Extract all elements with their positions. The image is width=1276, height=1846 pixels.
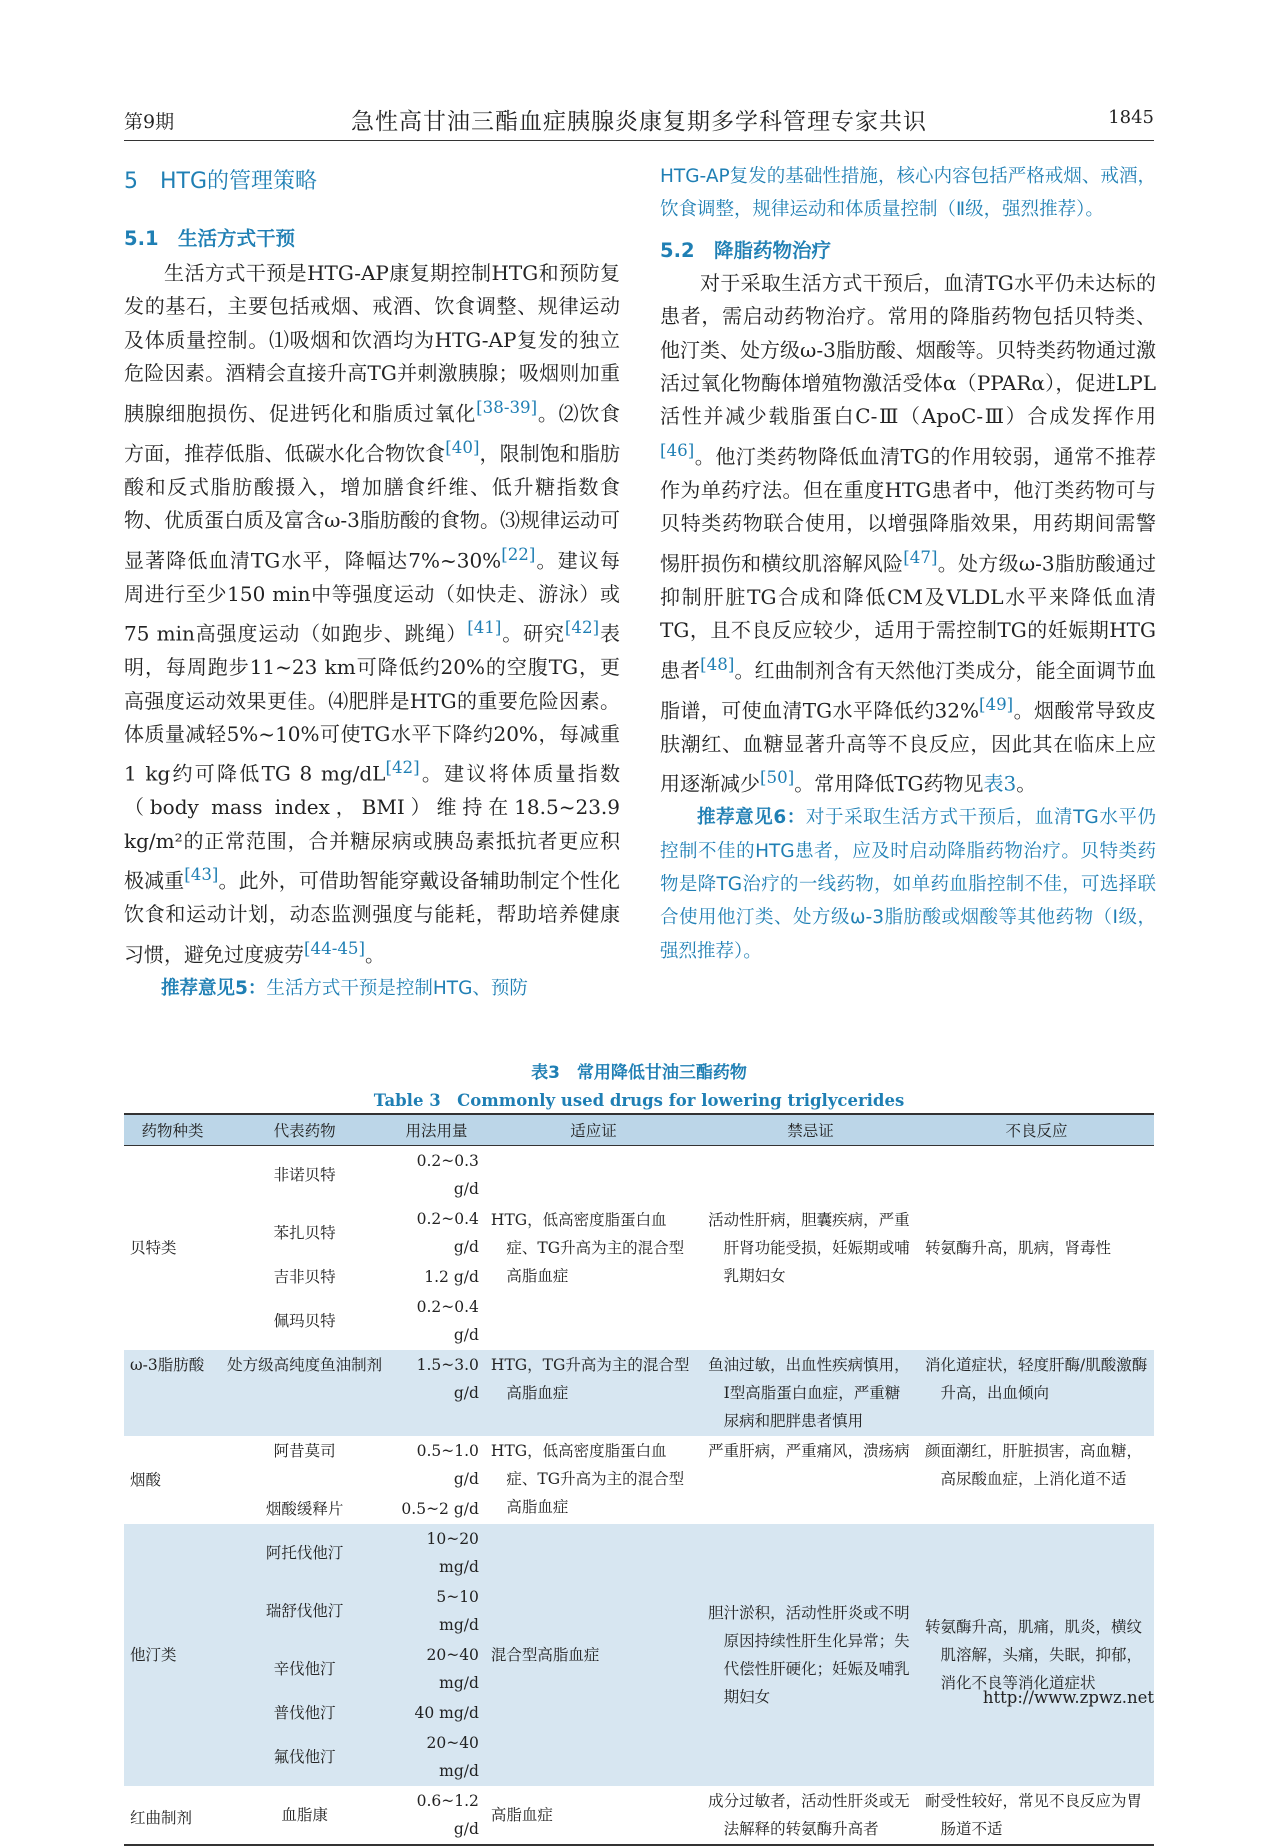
adverse-reaction: 颜面潮红，肝脏损害，高血糖，高尿酸血症，上消化道不适 bbox=[924, 1442, 1142, 1488]
citation[interactable]: [41] bbox=[467, 618, 502, 638]
drug-dose: 40 mg/d bbox=[388, 1698, 485, 1728]
citation[interactable]: [42] bbox=[564, 618, 600, 638]
section-5-2-heading: 5.2 降脂药物治疗 bbox=[660, 238, 832, 262]
table-header-cell: 药物种类 bbox=[124, 1114, 221, 1146]
table-row bbox=[124, 1524, 1154, 1582]
citation[interactable]: [49] bbox=[978, 694, 1014, 714]
table-row bbox=[124, 1436, 1154, 1494]
drug-name: 烟酸缓释片 bbox=[265, 1500, 344, 1518]
left-column bbox=[124, 160, 620, 1005]
table-caption-en: Table 3 Commonly used drugs for lowering triglycerides bbox=[373, 1091, 905, 1110]
drug-dose: 1.2 g/d bbox=[424, 1268, 479, 1286]
indication: 高脂血症 bbox=[485, 1786, 702, 1845]
drug-name: 阿托伐他汀 bbox=[221, 1524, 388, 1582]
table-header-cell: 禁忌证 bbox=[702, 1114, 919, 1146]
table-row bbox=[124, 1786, 1154, 1845]
contraindication: 活动性肝病，胆囊疾病，严重肝肾功能受损，妊娠期或哺乳期妇女 bbox=[708, 1211, 910, 1285]
recommendation-label: 推荐意见5： bbox=[161, 977, 267, 999]
indication: HTG，低高密度脂蛋白血症、TG升高为主的混合型高脂血症 bbox=[490, 1211, 685, 1285]
section-5-2-paragraph: 对于采取生活方式干预后，血清TG水平仍未达标的患者，需启动药物治疗。常用的降脂药物包括贝特类、他汀类、处方级ω-3脂肪酸、烟酸等。贝特类药物通过激活过氧化物酶体增殖物激活受体α（PPARα），促进LPL活性并减少载脂蛋白C-Ⅲ（ApoC-Ⅲ）合成发挥作用[46]。他汀类药物降低血清TG的作用较弱，通常不推荐作为单药疗法。但在重度HTG患者中，他汀类药物可与贝特类药物联合使用，以增强降脂效果，用药期间需警惕肝损伤和横纹肌溶解风险[47]。处方级ω-3脂肪酸通过抑制肝脏TG合成和降低CM及VLDL水平来降低血清TG，且不良反应较少，适用于需控制TG的妊娠期HTG患者[48]。红曲制剂含有天然他汀类成分，能全面调节血脂谱，可使血清TG水平降低约32%[49]。烟酸常导致皮肤潮红、血糖显著升高等不良反应，因此其在临床上应用逐渐减少[50]。常用降低TG药物见表3。 bbox=[660, 270, 1157, 796]
drug-dose: 0.6~1.2 g/d bbox=[388, 1786, 485, 1845]
citation[interactable]: [46] bbox=[660, 440, 695, 460]
drug-name: 氟伐他汀 bbox=[221, 1728, 388, 1786]
section-5-heading: 5 HTG的管理策略 bbox=[124, 169, 318, 194]
drug-class: 贝特类 bbox=[130, 1239, 177, 1257]
adverse-reaction: 耐受性较好，常见不良反应为胃肠道不适 bbox=[919, 1786, 1154, 1845]
drug-dose: 0.5~1.0 g/d bbox=[416, 1442, 479, 1488]
citation[interactable]: [43] bbox=[184, 865, 219, 885]
table-header-row bbox=[124, 1114, 1154, 1146]
drug-name: 瑞舒伐他汀 bbox=[221, 1582, 388, 1640]
citation[interactable]: [50] bbox=[760, 768, 795, 788]
running-title: 急性高甘油三酯血症胰腺炎康复期多学科管理专家共识 bbox=[351, 109, 927, 135]
drug-name: 处方级高纯度鱼油制剂 bbox=[221, 1350, 388, 1436]
drug-class: 红曲制剂 bbox=[124, 1786, 221, 1845]
recommendation-label: 推荐意见6： bbox=[697, 807, 806, 829]
adverse-reaction: 转氨酶升高，肌痛，肌炎，横纹肌溶解，头痛，失眠，抑郁，消化不良等消化道症状 bbox=[919, 1524, 1154, 1786]
table-caption-zh: 表3 常用降低甘油三酯药物 bbox=[531, 1063, 747, 1083]
drug-dose: 20~40 mg/d bbox=[388, 1728, 485, 1786]
indication: HTG，TG升高为主的混合型高脂血症 bbox=[485, 1350, 702, 1436]
drug-dose: 0.2~0.4 g/d bbox=[416, 1210, 479, 1256]
drug-dose: 0.2~0.3 g/d bbox=[416, 1152, 479, 1198]
table-header-cell: 代表药物 bbox=[221, 1114, 388, 1146]
citation[interactable]: [40] bbox=[445, 437, 480, 457]
citation[interactable]: [48] bbox=[700, 654, 735, 674]
contraindication: 成分过敏者，活动性肝炎或无法解释的转氨酶升高者 bbox=[702, 1786, 919, 1845]
table-row bbox=[124, 1350, 1154, 1436]
drug-name: 佩玛贝特 bbox=[273, 1312, 336, 1330]
recommendation-5-continued: HTG-AP复发的基础性措施，核心内容包括严格戒烟、戒酒，饮食调整，规律运动和体质量控制（Ⅱ级，强烈推荐）。 bbox=[660, 166, 1156, 221]
drug-name: 普伐他汀 bbox=[221, 1698, 388, 1728]
drug-name: 辛伐他汀 bbox=[221, 1640, 388, 1698]
citation[interactable]: [47] bbox=[903, 547, 938, 567]
citation[interactable]: [42] bbox=[385, 758, 420, 778]
drug-dose: 20~40 mg/d bbox=[388, 1640, 485, 1698]
drug-table bbox=[124, 1113, 1154, 1846]
drug-name: 阿昔莫司 bbox=[273, 1442, 336, 1460]
drug-dose: 10~20 mg/d bbox=[388, 1524, 485, 1582]
issue-label: 第9期 bbox=[124, 111, 175, 133]
page-header bbox=[124, 103, 1154, 139]
drug-class: 烟酸 bbox=[130, 1471, 162, 1489]
adverse-reaction: 转氨酶升高，肌病，肾毒性 bbox=[924, 1239, 1111, 1257]
drug-dose: 5~10 mg/d bbox=[388, 1582, 485, 1640]
drug-class: ω-3脂肪酸 bbox=[124, 1350, 221, 1436]
indication: HTG，低高密度脂蛋白血症、TG升高为主的混合型高脂血症 bbox=[490, 1442, 685, 1516]
drug-class: 他汀类 bbox=[124, 1524, 221, 1786]
indication: 混合型高脂血症 bbox=[485, 1524, 702, 1786]
contraindication: 鱼油过敏，出血性疾病慎用，Ⅰ型高脂蛋白血症，严重糖尿病和肥胖患者慎用 bbox=[702, 1350, 919, 1436]
contraindication: 胆汁淤积，活动性肝炎或不明原因持续性肝生化异常；失代偿性肝硬化；妊娠及哺乳期妇女 bbox=[702, 1524, 919, 1786]
section-5-1-heading: 5.1 生活方式干预 bbox=[124, 227, 296, 250]
citation[interactable]: [44-45] bbox=[304, 938, 366, 958]
header-rule bbox=[124, 140, 1154, 141]
page-number: 1845 bbox=[1108, 107, 1154, 128]
table-header-cell: 用法用量 bbox=[388, 1114, 485, 1146]
drug-name: 非诺贝特 bbox=[273, 1166, 336, 1184]
table-3-link[interactable]: 表3 bbox=[983, 771, 1017, 796]
section-5-1-paragraph: 生活方式干预是HTG-AP康复期控制HTG和预防复发的基石，主要包括戒烟、戒酒、饮食调整、规律运动及体质量控制。⑴吸烟和饮酒均为HTG-AP复发的独立危险因素。酒精会直接升高TG并刺激胰腺；吸烟则加重胰腺细胞损伤、促进钙化和脂质过氧化[38-39]。⑵饮食方面，推荐低脂、低碳水化合物饮食[40]，限制饱和脂肪酸和反式脂肪酸摄入，增加膳食纤维、低升糖指数食物、优质蛋白质及富含ω-3脂肪酸的食物。⑶规律运动可显著降低血清TG水平，降幅达7%~30%[22]。建议每周进行至少150 min中等强度运动（如快走、游泳）或75 min高强度运动（如跑步、跳绳）[41]。研究[42]表明，每周跑步11~23 km可降低约20%的空腹TG，更高强度运动效果更佳。⑷肥胖是HTG的重要危险因素。体质量减轻5%~10%可使TG水平下降约20%，每减重1 kg约可降低TG 8 mg/dL[42]。建议将体质量指数（body mass index，BMI）维持在18.5~23.9 kg/m²的正常范围，合并糖尿病或胰岛素抵抗者更应积极减重[43]。此外，可借助智能穿戴设备辅助制定个性化饮食和运动计划，动态监测强度与能耗，帮助培养健康习惯，避免过度疲劳[44-45]。 bbox=[124, 261, 621, 967]
table-header-cell: 不良反应 bbox=[919, 1114, 1154, 1146]
drug-name: 苯扎贝特 bbox=[273, 1224, 336, 1242]
citation[interactable]: [22] bbox=[501, 544, 536, 564]
drug-name: 血脂康 bbox=[221, 1786, 388, 1845]
adverse-reaction: 消化道症状，轻度肝酶/肌酸激酶升高，出血倾向 bbox=[919, 1350, 1154, 1436]
citation[interactable]: [38-39] bbox=[476, 397, 538, 417]
drug-name: 吉非贝特 bbox=[273, 1268, 336, 1286]
drug-dose: 0.2~0.4 g/d bbox=[416, 1298, 479, 1344]
journal-url[interactable]: http://www.zpwz.net bbox=[982, 1688, 1154, 1707]
contraindication: 严重肝病，严重痛风，溃疡病 bbox=[708, 1442, 910, 1460]
drug-dose: 0.5~2 g/d bbox=[401, 1500, 479, 1518]
drug-dose: 1.5~3.0 g/d bbox=[388, 1350, 485, 1436]
table-row bbox=[124, 1146, 1154, 1205]
recommendation-6: 推荐意见6：对于采取生活方式干预后，血清TG水平仍控制不佳的HTG患者，应及时启动降脂药物治疗。贝特类药物是降TG治疗的一线药物，如单药血脂控制不佳，可选择联合使用他汀类、处方级ω-3脂肪酸或烟酸等其他药物（Ⅰ级，强烈推荐）。 bbox=[660, 807, 1156, 962]
table-header-cell: 适应证 bbox=[485, 1114, 702, 1146]
right-column bbox=[660, 160, 1156, 968]
recommendation-5: 推荐意见5：生活方式干预是控制HTG、预防 bbox=[161, 977, 528, 999]
